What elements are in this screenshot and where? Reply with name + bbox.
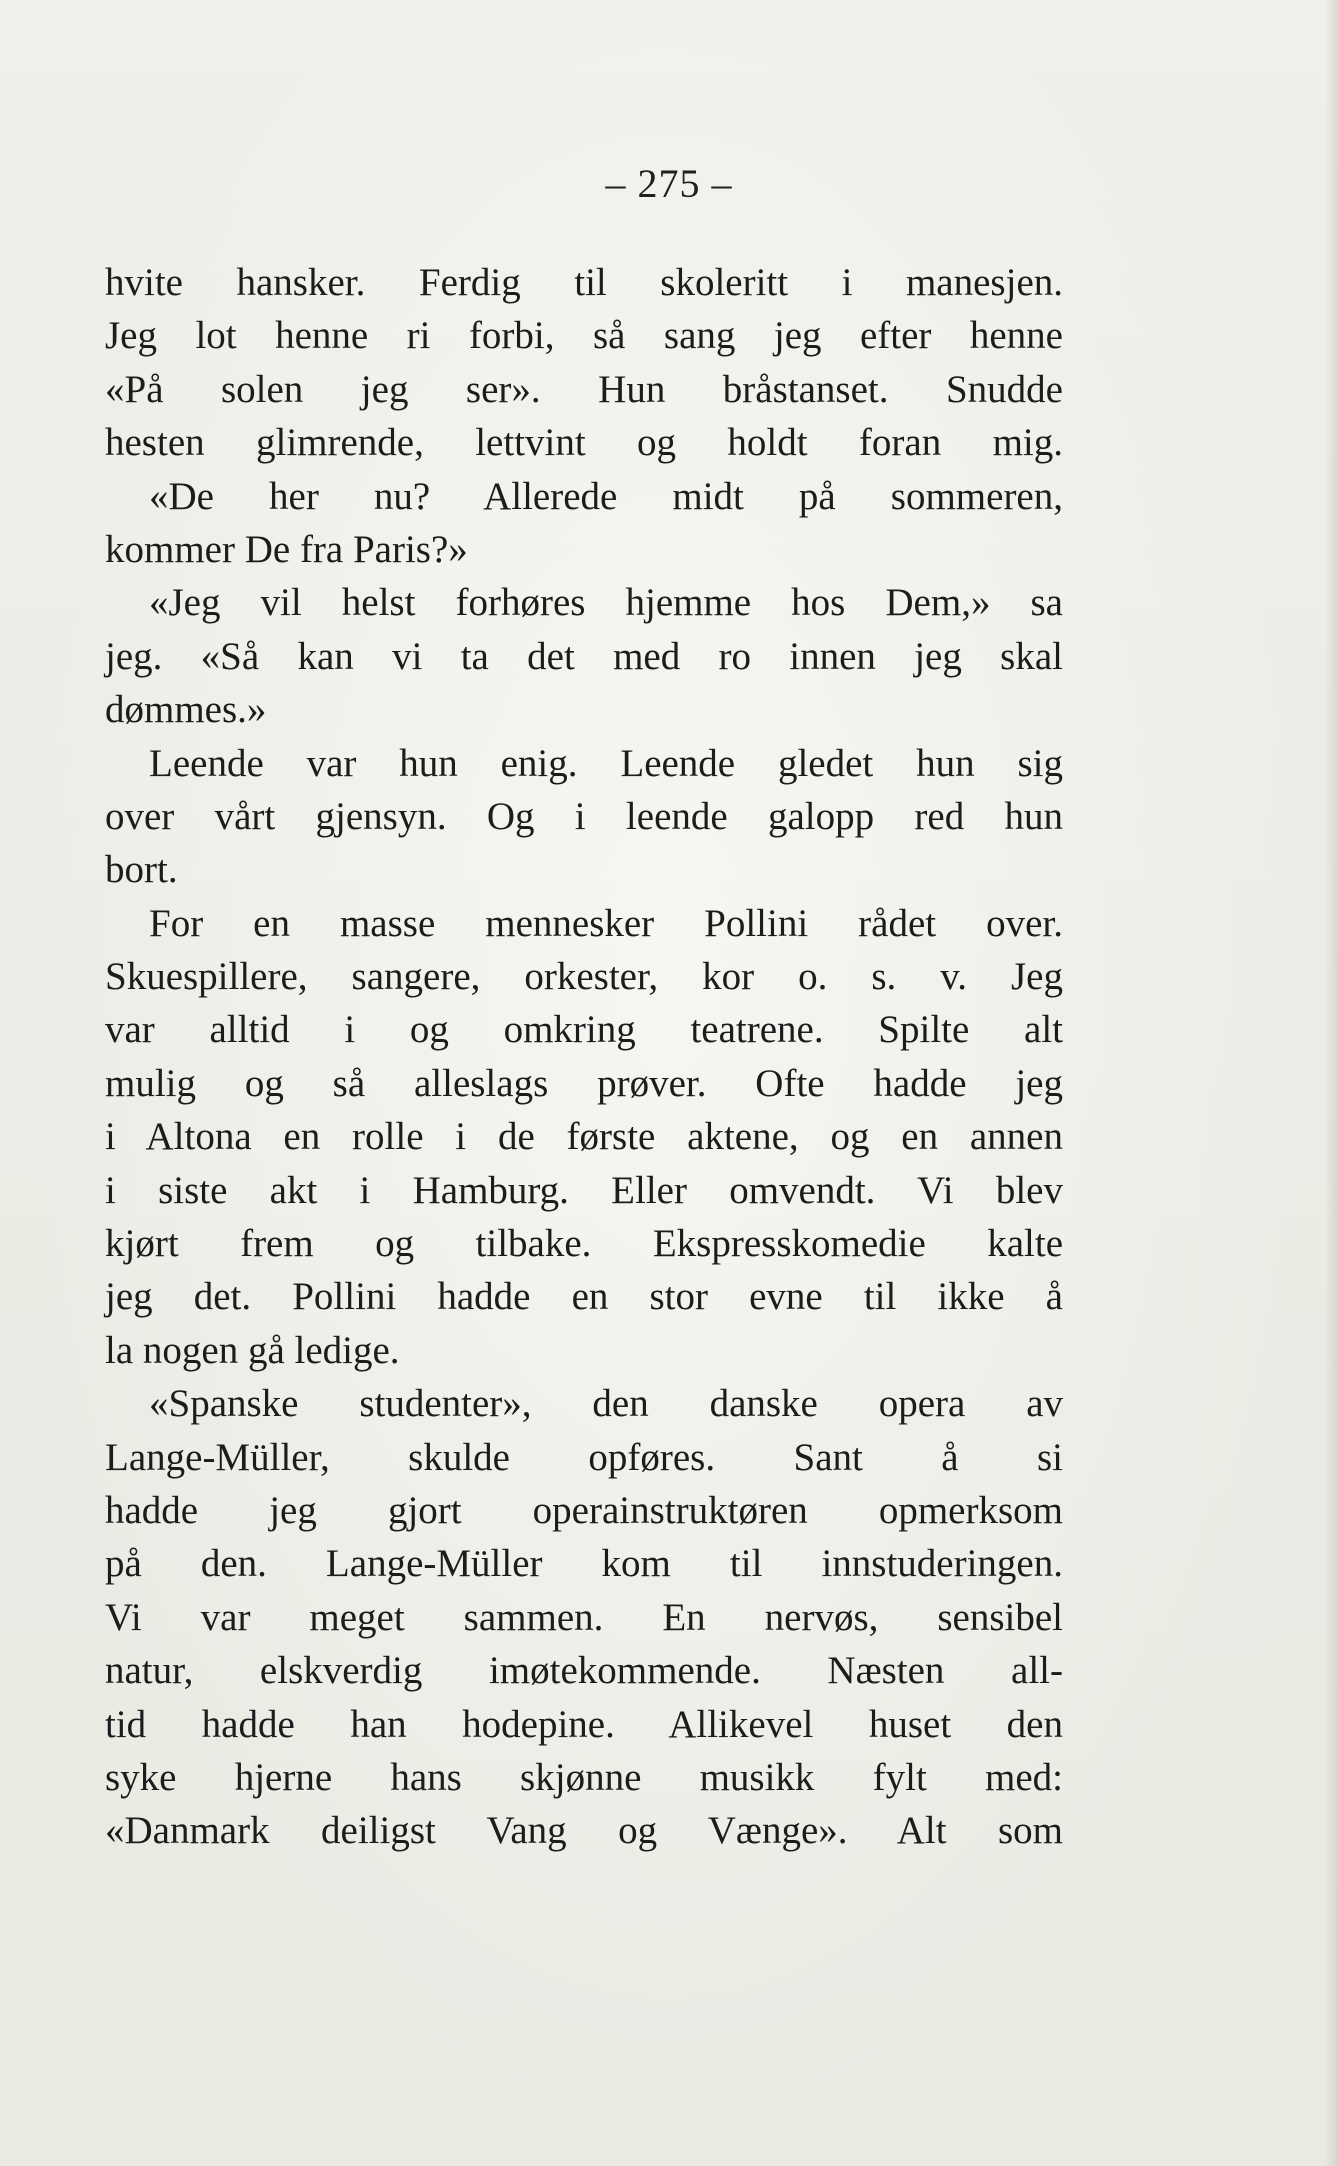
text-line: kommer De fra Paris?»: [105, 527, 468, 571]
text-line: i Altona en rolle i de første aktene, og en annen: [105, 1115, 1063, 1159]
text-line: Lange-Müller, skulde opføres. Sant å si: [105, 1435, 1063, 1479]
text-line: på den. Lange-Müller kom til innstuderingen.: [105, 1542, 1063, 1586]
body-text: [105, 256, 1063, 1858]
text-line: Vi var meget sammen. En nervøs, sensibel: [105, 1595, 1063, 1639]
text-line: dømmes.»: [105, 688, 267, 732]
text-line: «På solen jeg ser». Hun bråstanset. Snudde: [105, 367, 1063, 411]
text-line: mulig og så alleslags prøver. Ofte hadde jeg: [105, 1061, 1063, 1105]
text-line: «Jeg vil helst forhøres hjemme hos Dem,» sa: [149, 581, 1063, 625]
text-line: la nogen gå ledige.: [105, 1328, 400, 1372]
text-line: over vårt gjensyn. Og i leende galopp red hun: [105, 794, 1063, 838]
text-line: tid hadde han hodepine. Allikevel huset den: [105, 1702, 1063, 1746]
page-edge-shadow: [1324, 0, 1338, 2166]
text-line: Jeg lot henne ri forbi, så sang jeg efter henne: [105, 314, 1063, 358]
text-line: hesten glimrende, lettvint og holdt foran mig.: [105, 421, 1063, 465]
text-line: Leende var hun enig. Leende gledet hun sig: [149, 741, 1063, 785]
text-line: jeg det. Pollini hadde en stor evne til ikke å: [105, 1275, 1063, 1319]
text-line: «Danmark deiligst Vang og Vænge». Alt som: [105, 1809, 1063, 1853]
text-line: hadde jeg gjort operainstruktøren opmerksom: [105, 1488, 1063, 1532]
text-line: hvite hansker. Ferdig til skoleritt i manesjen.: [105, 261, 1063, 304]
text-line: «Spanske studenter», den danske opera av: [149, 1382, 1063, 1426]
text-line: syke hjerne hans skjønne musikk fylt med:: [105, 1755, 1063, 1799]
text-line: «De her nu? Allerede midt på sommeren,: [149, 474, 1063, 518]
text-line: Skuespillere, sangere, orkester, kor o. s. v. Jeg: [105, 955, 1063, 999]
text-line: kjørt frem og tilbake. Ekspresskomedie kalte: [105, 1222, 1063, 1266]
text-line: var alltid i og omkring teatrene. Spilte alt: [105, 1008, 1063, 1052]
text-line: For en masse mennesker Pollini rådet over.: [149, 901, 1063, 945]
text-line: i siste akt i Hamburg. Eller omvendt. Vi blev: [105, 1168, 1063, 1212]
text-line: jeg. «Så kan vi ta det med ro innen jeg skal: [105, 634, 1063, 678]
text-line: bort.: [105, 848, 178, 892]
text-line: natur, elskverdig imøtekommende. Næsten all-: [105, 1649, 1063, 1693]
page-number: – 275 –: [605, 161, 733, 206]
